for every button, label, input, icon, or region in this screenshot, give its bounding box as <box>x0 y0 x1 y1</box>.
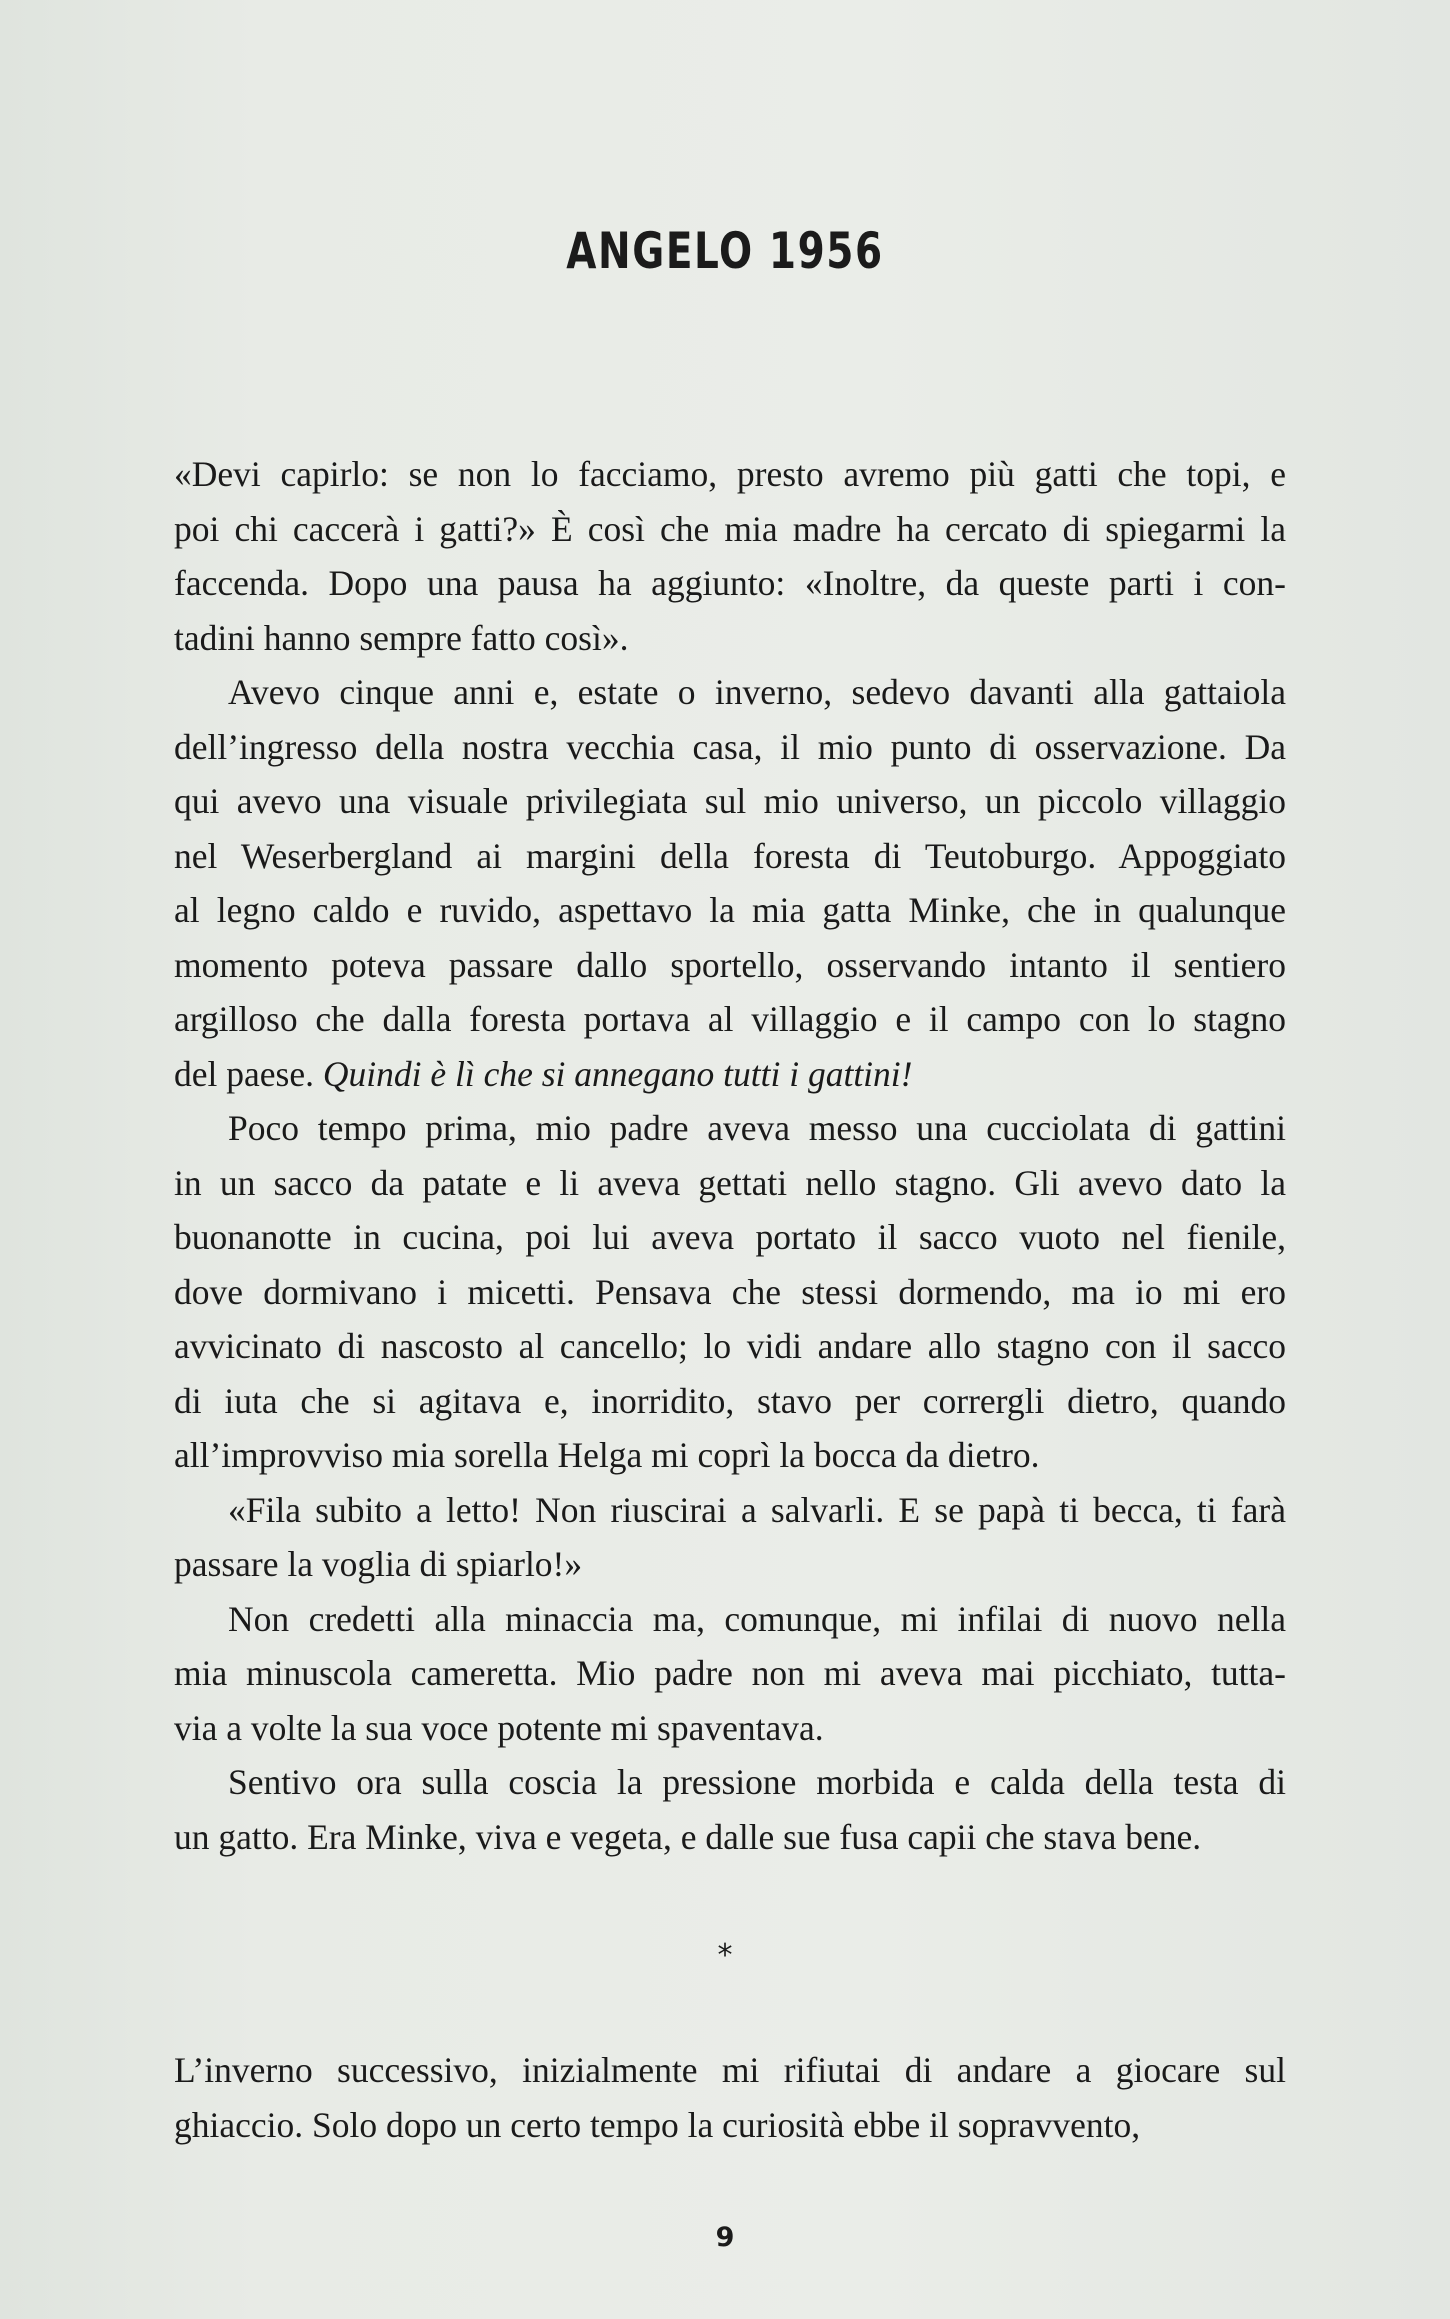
paragraph-7 <box>174 2043 1286 2152</box>
text-line: L’inverno successivo, inizialmente mi rifiutai di andare a giocare sul <box>174 2050 1286 2090</box>
paragraph-2 <box>174 665 1286 1101</box>
text-line <box>174 1047 1286 1102</box>
text-line: Non credetti alla minaccia ma, comunque, mi infilai di nuovo nella <box>228 1598 1286 1639</box>
paragraph-3 <box>174 1101 1286 1483</box>
text-line: poi chi caccerà i gatti?» È così che mia madre ha cercato di spiegarmi la <box>174 508 1286 549</box>
text-line: al legno caldo e ruvido, aspettavo la mia gatta Minke, che in qualunque <box>174 890 1286 930</box>
paragraph-5 <box>174 1592 1286 1756</box>
text-line: ghiaccio. Solo dopo un certo tempo la curiosità ebbe il sopravvento, <box>174 2104 1141 2145</box>
text-line: Avevo cinque anni e, estate o inverno, sedevo davanti alla gattaiola <box>228 672 1286 712</box>
paragraph-6 <box>174 1755 1286 1864</box>
text-line: faccenda. Dopo una pausa ha aggiunto: «Inoltre, da queste parti i con- <box>174 563 1286 603</box>
text-line: argilloso che dalla foresta portava al villaggio e il campo con lo stagno <box>174 999 1286 1039</box>
text-line: mia minuscola cameretta. Mio padre non mi aveva mai picchiato, tutta- <box>174 1653 1286 1693</box>
text-line: Sentivo ora sulla coscia la pressione morbida e calda della testa di <box>228 1762 1286 1802</box>
section-body <box>174 2043 1286 2152</box>
text-line: «Fila subito a letto! Non riuscirai a salvarli. E se papà ti becca, ti farà <box>228 1489 1286 1530</box>
text-line-plain: del paese. <box>174 1053 323 1094</box>
section-separator: * <box>717 1938 733 1973</box>
paragraph-1 <box>174 447 1286 665</box>
text-line: via a volte la sua voce potente mi spaventava. <box>174 1707 824 1748</box>
text-line: all’improvviso mia sorella Helga mi coprì la bocca da dietro. <box>174 1435 1040 1475</box>
text-line: tadini hanno sempre fatto così». <box>174 617 629 658</box>
chapter-body <box>174 447 1286 1864</box>
text-line: qui avevo una visuale privilegiata sul mio universo, un piccolo villaggio <box>174 781 1286 821</box>
text-line-italic: Quindi è lì che si annegano tutti i gattini! <box>322 1053 913 1094</box>
text-line: momento poteva passare dallo sportello, osservando intanto il sentiero <box>174 944 1286 985</box>
text-line: «Devi capirlo: se non lo facciamo, presto avremo più gatti che topi, e <box>174 454 1286 494</box>
page-number: 9 <box>715 2222 735 2253</box>
text-line: nel Weserbergland ai margini della foresta di Teutoburgo. Appoggiato <box>174 835 1286 876</box>
text-line: avvicinato di nascosto al cancello; lo vidi andare allo stagno con il sacco <box>174 1326 1286 1366</box>
text-line: in un sacco da patate e li aveva gettati nello stagno. Gli avevo dato la <box>174 1162 1286 1203</box>
text-line: Poco tempo prima, mio padre aveva messo una cucciolata di gattini <box>228 1108 1286 1148</box>
text-line: di iuta che si agitava e, inorridito, stavo per corrergli dietro, quando <box>174 1380 1286 1421</box>
text-line: dell’ingresso della nostra vecchia casa, il mio punto di osservazione. Da <box>174 726 1286 767</box>
text-line: un gatto. Era Minke, viva e vegeta, e dalle sue fusa capii che stava bene. <box>174 1816 1202 1857</box>
text-line: passare la voglia di spiarlo!» <box>174 1544 583 1584</box>
chapter-title: ANGELO 1956 <box>566 222 884 280</box>
text-line: dove dormivano i micetti. Pensava che stessi dormendo, ma io mi ero <box>174 1271 1286 1312</box>
text-line: buonanotte in cucina, poi lui aveva portato il sacco vuoto nel fienile, <box>174 1217 1286 1257</box>
paragraph-4 <box>174 1483 1286 1592</box>
